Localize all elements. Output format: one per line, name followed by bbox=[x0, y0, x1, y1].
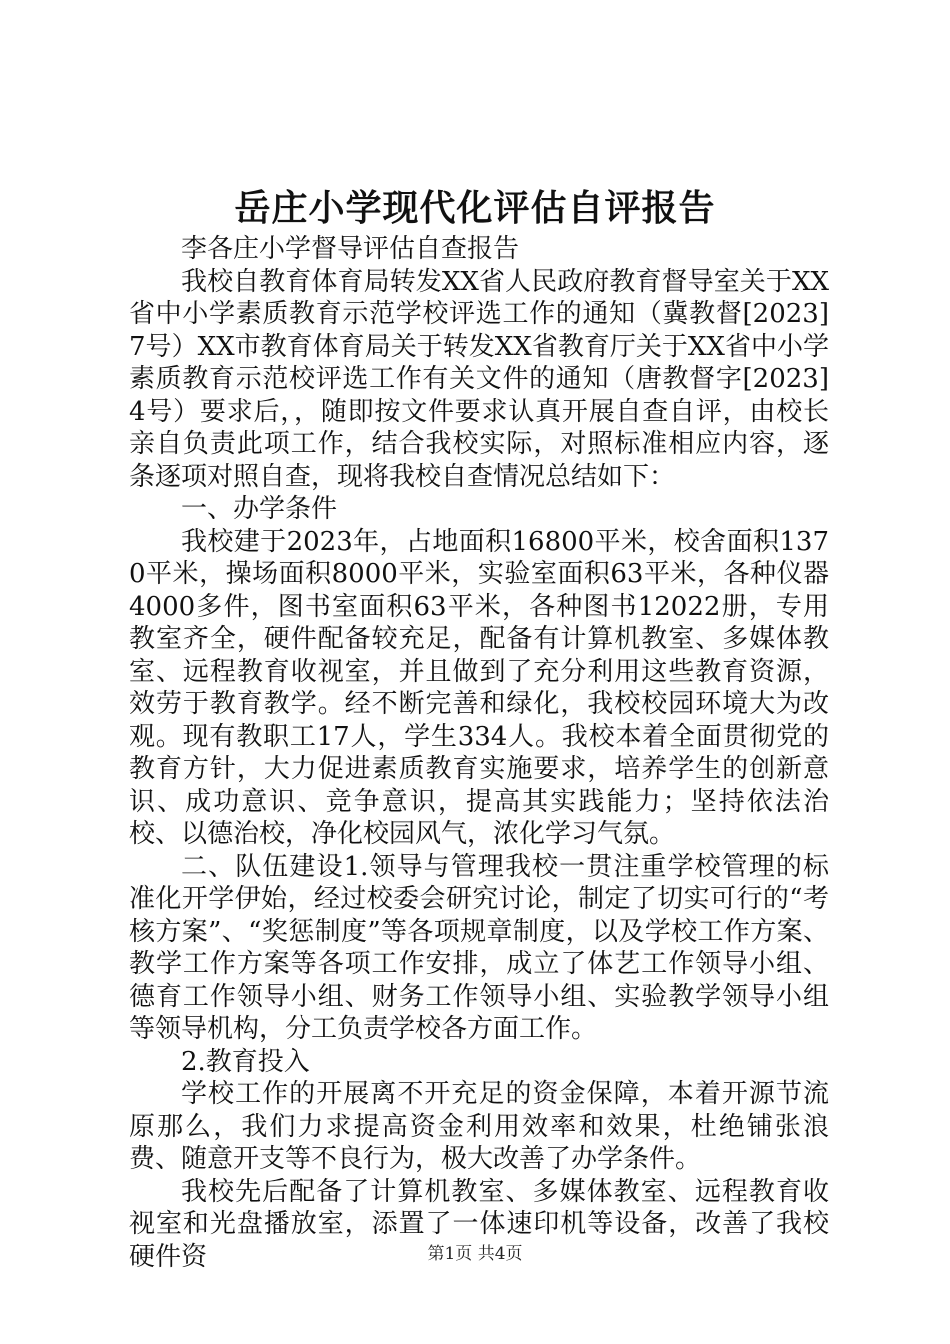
section-heading-investment: 2.教育投入 bbox=[181, 1046, 310, 1077]
conditions-paragraph: 我校建于2023年，占地面积16800平米，校舍面积1370平米，操场面积8000平米，实验室面积63平米，各种仪器4000多件，图书室面积63平米，各种图书12022册，专用教室齐全，硬件配备较充足，配备有计算机教室、多媒体教室、远程教育收视室，并且做到了充分利用这些教育资源，效劳于教育教学。经不断完善和绿化，我校校园环境大为改观。现有教职工17人，学生334人。我校本着全面贯彻党的教育方针，大力促进素质教育实施要求，培养学生的创新意识、成功意识、竞争意识，提高其实践能力；坚持依法治校、以德治校，净化校园风气，浓化学习气氛。 bbox=[129, 526, 829, 849]
investment-paragraph: 学校工作的开展离不开充足的资金保障，本着开源节流原那么，我们力求提高资金利用效率和效果，杜绝铺张浪费、随意开支等不良行为，极大改善了办学条件。 bbox=[129, 1079, 829, 1174]
equipment-paragraph: 我校先后配备了计算机教室、多媒体教室、远程教育收视室和光盘播放室，添置了一体速印机等设备，改善了我校硬件资 bbox=[129, 1176, 829, 1272]
section-heading-conditions: 一、办学条件 bbox=[181, 494, 338, 524]
document-title: 岳庄小学现代化评估自评报告 bbox=[234, 187, 716, 229]
subtitle-paragraph: 李各庄小学督导评估自查报告 bbox=[181, 234, 520, 264]
intro-paragraph: 我校自教育体育局转发XX省人民政府教育督导室关于XX省中小学素质教育示范学校评选工作的通知（冀教督[2023]7号）XX市教育体育局关于转发XX省教育厅关于XX省中小学素质教育示范校评选工作有关文件的通知（唐教督字[2023]4号）要求后，，随即按文件要求认真开展自查自评，由校长亲自负责此项工作，结合我校实际，对照标准相应内容，逐条逐项对照自查，现将我校自查情况总结如下： bbox=[129, 266, 829, 492]
document-body bbox=[129, 233, 829, 1273]
team-building-paragraph: 二、队伍建设1.领导与管理我校一贯注重学校管理的标准化开学伊始，经过校委会研究讨论，制定了切实可行的“考核方案”、“奖惩制度”等各项规章制度，以及学校工作方案、教学工作方案等各项工作安排，成立了体艺工作领导小组、德育工作领导小组、财务工作领导小组、实验教学领导小组等领导机构，分工负责学校各方面工作。 bbox=[129, 851, 829, 1044]
page-footer: 第1页 共4页 bbox=[427, 1244, 523, 1264]
